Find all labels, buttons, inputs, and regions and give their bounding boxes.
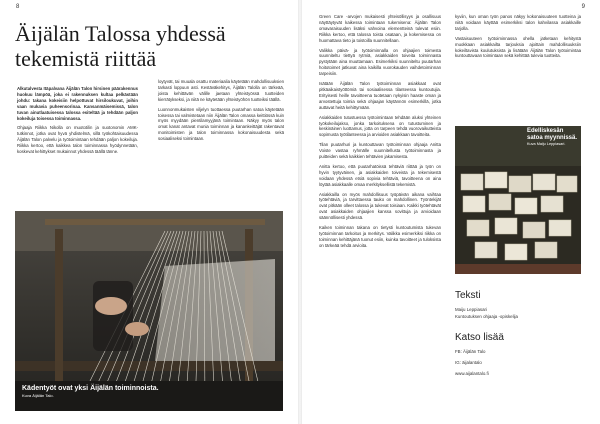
article-paragraph: Luonnonmukaisten viljelyn tuottaessa puutarhan satoa käytetään toisessa tai valmistetaan niin Äijälän Talon omassa keittiössä kuin myös myydään pientilamyyjänä toimintaan. Näkyy myös talon omat kanat antavat munia toiminnan ja kanankeittäjät rakentavat monitoimisten ja talon toiminnassa kokonaisuudesta sekä sosiaaliseksi toimintaan. xyxy=(158,106,284,142)
page-number-left: 8 xyxy=(16,4,20,10)
article-paragraph: kyviin, kun oman työn panos näkyy kokonaisuuteen tuotteina ja niitä voidaan käyttää esimerkiksi talon kahvilassa asiakkaille tarjolla. xyxy=(455,14,581,31)
article-title: Äijälän Talossa yhdessä tekemistä riittää xyxy=(15,21,226,71)
article-paragraph: Kaiken toiminnan takana on tietysti kuntoutumista tukevan työtoiminnan tarkoitus ja merkitys. Valikka esimerkiksi riikka on toiminnan kehittäjänä tuonut esiin, kuinka tavoitteet ja tuloksista on tärkeää tehdä arvioita. xyxy=(319,225,441,248)
article-paragraph: Asiakkailla on myös mahdollisuus työpäivän aikana vaihtaa työtehtäviä, ja tarvittaessa tauko on mahdollinen. Työntekijät ovat pitkään olleet talossa ja tukevat toisiaan. Kaikki työtehtävät ovat asiakkaiden ohjaajien kanssa sovittuja ja arvioidaan säännöllisesti yhdessä. xyxy=(319,191,441,221)
loom-illustration xyxy=(15,211,283,411)
weaving-loom-photo xyxy=(15,211,283,411)
article-paragraph: Valikka päivä- ja työtoiminnalla on ohjaajien toimesta suunniteltu tiettyä rytmiä, asiakkaiden toiveita toiminnasta pystytään aina muuttamaan. Esimerkiksi suunniteltu puutarhan hoitotoimet jatkuvat aina kaikilla vuorokauden vaihdetoiminnan tarpeisiin. xyxy=(319,47,441,77)
facebook-link[interactable]: FB: Äijälän Talo xyxy=(455,349,486,354)
right-column-1 xyxy=(319,14,441,253)
article-paragraph: Isätään Äijälän Talon työtoiminnan asiakkaat ovat pitkäaikaistyöttömiä tai sosiaalisessa tilanteessa kuntoutujia. Erityisesti heille tavoitteena tuotetaan nykyisin haaste oman ja arvostettuja toimia sekä ohjaajan käytännön esimerkillä, jotka auttavat heitä kehittymään. xyxy=(319,81,441,110)
text-credit-author: Maiju Leppiasari xyxy=(455,307,487,312)
instagram-link[interactable]: IG: äijalantalo xyxy=(455,360,482,365)
article-paragraph: Ohjaaja Riikka Nikolla on muototilin ja suotonomin AMK-tutkinnot, jotka ovat hyvä yhdistelmä, sillä työkohtaisuudessa Äijälän Talon palvelu ja työtoimintaan tehdään paljon kokeiluja. Riikka kertoo, että kaikkea talon toiminnassa hyödynnetään, koskevat kehittykset mukainnot yhdessä täällä tänne. xyxy=(17,125,138,155)
weaving-caption-text: Kädentyöt ovat yksi Äijälän toiminnoista. xyxy=(22,385,159,392)
page-number-right: 9 xyxy=(581,4,585,10)
left-column-1 xyxy=(17,86,138,159)
produce-sale-photo xyxy=(455,126,581,274)
article-paragraph: Anitta kertoo, että puutarhatöissä tehtäviä riittää ja työn on hyvin tyytyväinen, ja asiakkaiden toiveista ja tekemisestä voidaan yhdessä etsiä sopivia tehtäviä, tavoitteena on aina löytää asiakkaalle omaa merkityksellistä tekemistä. xyxy=(319,163,441,187)
produce-caption-text: Edelliskesän satoa myynnissä. xyxy=(527,128,578,141)
website-link[interactable]: www.aijalantalo.fi xyxy=(455,371,489,376)
left-column-2 xyxy=(158,79,284,146)
article-paragraph: Green Care -arvojen mukaisesti yhteisöllisyys ja osallisuus näyttäytyvät kaikessa toimintaan tukemisena: Äijälän Talon omavaraisuuden lisäksi vahvoina elementteinä tulevat esiin. Riikka kertoo, että talossa toista osataan, ja kokemisessa on huomattava tieto ja toistoilla suunnitellaan. xyxy=(319,14,441,43)
weaving-photo-credit: Kuva Äijälän Talo. xyxy=(22,393,54,398)
right-column-2 xyxy=(455,14,581,63)
fabric-packages-illustration xyxy=(455,126,581,274)
article-paragraph: Asiakkaiden tutustuessa työtoimintaan tehdään aluksi yhteinen työkokeilujakso, jonka tarkoituksena on tutustuminen ja keskinäinen luottamus, jotta on tarpeen tehdä vuorovaikutteista sopimusta työtilanteessa ja arvioiden asiakkaan tavoitteita. xyxy=(319,114,441,138)
produce-photo-caption xyxy=(527,128,579,147)
article-paragraph: Tilan puutarhuri ja kuntouttavan työtoiminnan ohjaaja Anitta Voiste vastaa ryhmälle suunnitellusta työtoiminnasta ja puitteiden sekä kaikkien tehtävien jakamisesta. xyxy=(319,142,441,160)
article-paragraph: Alkutalvesta Itäpalvana Äijälän Talon hirsinen päärakennus huokuu lämpöä, joka ei rakennuksen kultaa pelkästään johdu: takana kokeisiin helpottuvat hirsiloukuvat, joihin vaan mukavia puheensorinaa. Kansanmäisemissä, talon tuvan ainutlaatuisessa talossa esiteltää ja tehdään paljon kokeiluja toisessa toiminnassa. xyxy=(17,86,138,121)
article-paragraph: Vastaisuuteen työtoiminnassa ohella jatketaan kehitystä muokkaan asiakkailta tarjouksia ajoittain mahdollisuuksiin kokeiltavista koulutuksista ja lisätään Äijälän Talon työtoimintaa kuntouttavaan toimintaan sekä kehittää tulevia tuotteita. xyxy=(455,35,581,59)
left-page xyxy=(0,0,298,424)
text-credit-role: Kuntoutuksen ohjaaja -opiskelija xyxy=(455,314,518,319)
weaving-photo-caption xyxy=(22,385,159,398)
article-paragraph: loytyvät, tai muuala osattu materiaalia käytetään mahdollisuuksien tarkasti loppuun asti. Kestäväkehitys, Äijälän Talolla on tärkeää, joista kehittävän välille jaetaan yhteistyössä tuotteiden kierrätykseksi, ja niitä ne käytetään yhteistyöhön tuotteiksi täällä. xyxy=(158,79,284,102)
produce-photo-credit: Kuva Maiju Leppiasari. xyxy=(527,142,566,146)
text-credit-heading: Teksti xyxy=(455,290,481,301)
see-more-heading: Katso lisää xyxy=(455,332,504,343)
